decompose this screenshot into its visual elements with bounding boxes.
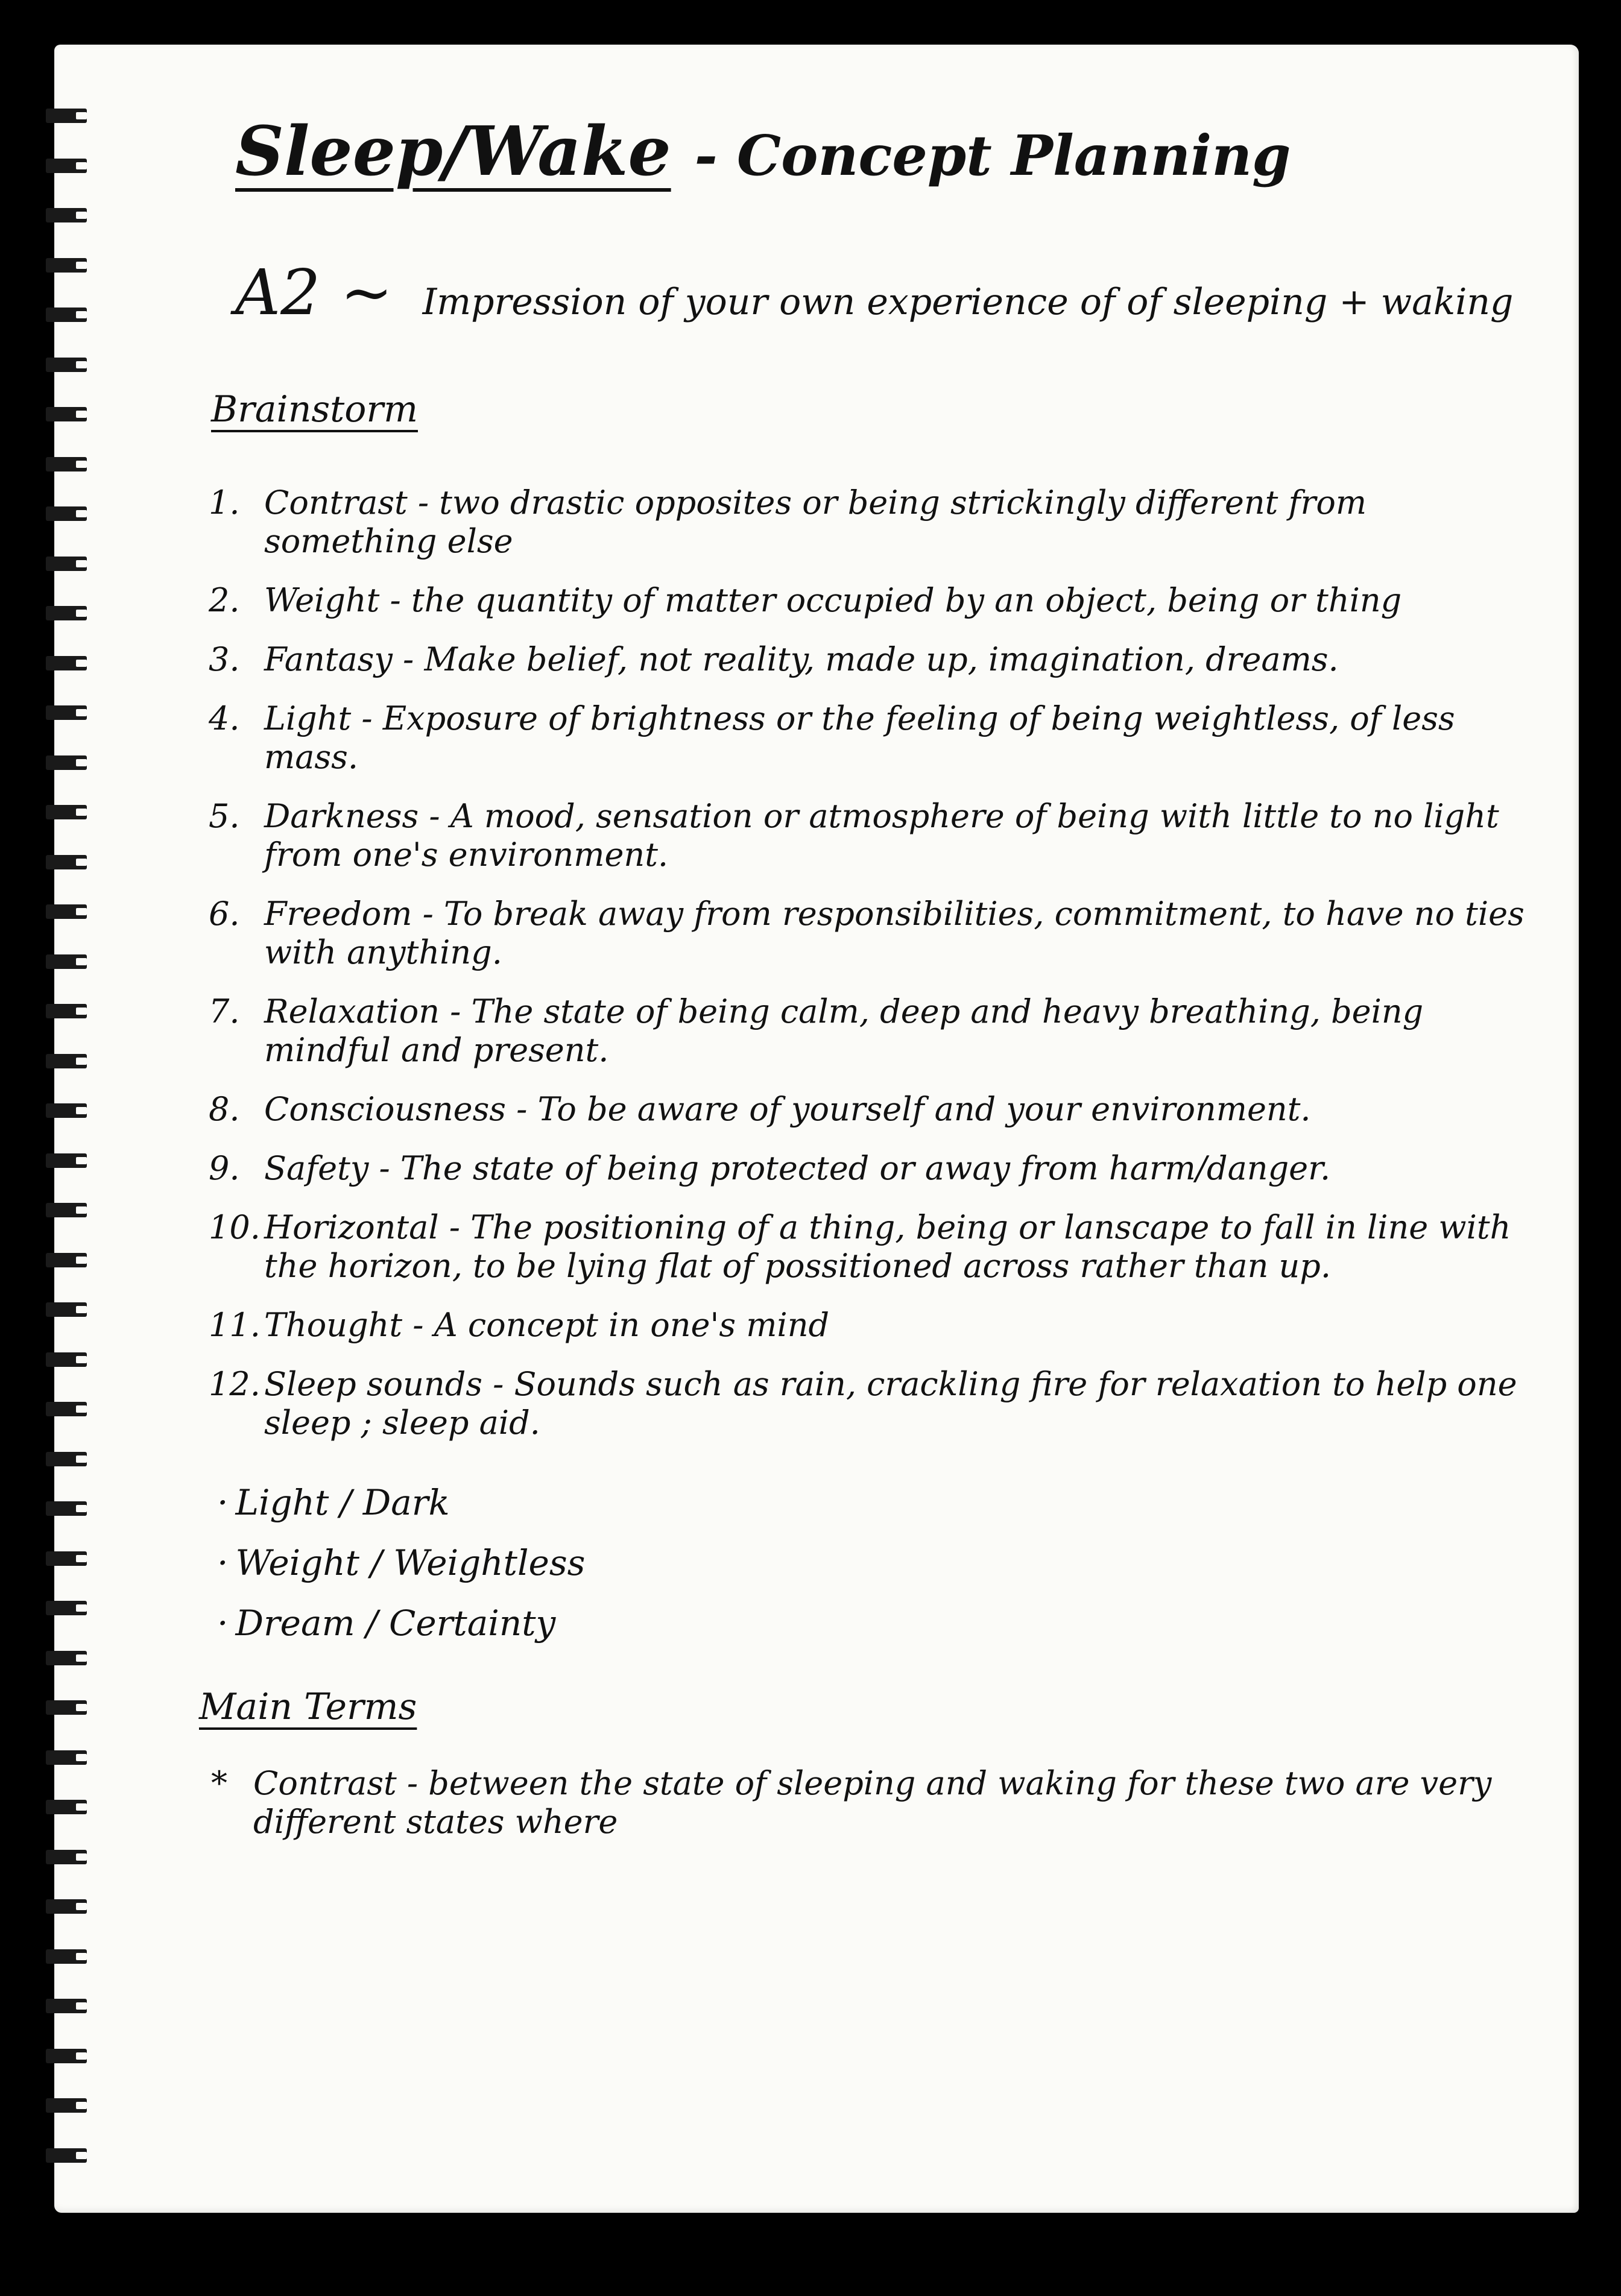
- item-text: Freedom - To break away from responsibilities, commitment, to have no ties with anything.: [264, 894, 1525, 971]
- item-text: Sleep sounds - Sounds such as rain, crackling fire for relaxation to help one sleep ; sleep aid.: [264, 1364, 1517, 1442]
- page-content: [199, 112, 1538, 1841]
- binding-ring: [46, 1501, 87, 1516]
- brainstorm-heading: Brainstorm: [211, 388, 418, 430]
- item-number: 4.: [209, 699, 240, 737]
- binding-ring: [46, 904, 87, 919]
- list-item: [209, 640, 1538, 679]
- assignment-code: A2 ~: [235, 256, 393, 330]
- item-text: Weight - the quantity of matter occupied by an object, being or thing: [264, 581, 1402, 619]
- list-item: [209, 484, 1538, 561]
- spiral-binding: [46, 109, 94, 2207]
- binding-ring: [46, 407, 87, 421]
- binding-ring: [46, 358, 87, 372]
- list-item: [209, 1306, 1538, 1345]
- item-text: Relaxation - The state of being calm, deep and heavy breathing, being mindful and present.: [264, 992, 1424, 1069]
- binding-ring: [46, 755, 87, 770]
- binding-ring: [46, 557, 87, 571]
- item-number: 9.: [209, 1149, 240, 1187]
- binding-ring: [46, 258, 87, 273]
- page-title: [235, 112, 1538, 191]
- binding-ring: [46, 1551, 87, 1566]
- binding-ring: [46, 705, 87, 720]
- binding-ring: [46, 457, 87, 472]
- binding-ring: [46, 1352, 87, 1367]
- list-item: [209, 1090, 1538, 1129]
- binding-ring: [46, 1203, 87, 1217]
- binding-ring: [46, 308, 87, 322]
- binding-ring: [46, 1700, 87, 1715]
- list-item: · Light / Dark: [217, 1472, 1538, 1533]
- binding-ring: [46, 855, 87, 869]
- title-rest: - Concept Planning: [694, 123, 1291, 188]
- binding-ring: [46, 1949, 87, 1964]
- binding-ring: [46, 2148, 87, 2163]
- brainstorm-list: [209, 484, 1538, 1442]
- binding-ring: [46, 1302, 87, 1317]
- binding-ring: [46, 1253, 87, 1267]
- binding-ring: [46, 1800, 87, 1814]
- main-terms-list: [211, 1764, 1538, 1841]
- item-text: Fantasy - Make belief, not reality, made up, imagination, dreams.: [264, 640, 1339, 678]
- binding-ring: [46, 606, 87, 620]
- item-text: Light - Exposure of brightness or the feeling of being weightless, of less mass.: [264, 699, 1455, 776]
- item-text: Darkness - A mood, sensation or atmosphere of being with little to no light from one's environment.: [264, 796, 1499, 874]
- list-item: · Dream / Certainty: [217, 1593, 1538, 1653]
- binding-ring: [46, 159, 87, 173]
- binding-ring: [46, 1899, 87, 1914]
- binding-ring: [46, 1999, 87, 2013]
- binding-ring: [46, 208, 87, 222]
- binding-ring: [46, 1103, 87, 1118]
- title-main: Sleep/Wake: [235, 112, 671, 191]
- binding-ring: [46, 1850, 87, 1864]
- binding-ring: [46, 1750, 87, 1765]
- binding-ring: [46, 1054, 87, 1068]
- binding-ring: [46, 1651, 87, 1665]
- item-text: Safety - The state of being protected or away from harm/danger.: [264, 1149, 1331, 1187]
- binding-ring: [46, 109, 87, 123]
- item-text: Consciousness - To be aware of yourself and your environment.: [264, 1090, 1311, 1128]
- binding-ring: [46, 805, 87, 819]
- item-number: 2.: [209, 581, 240, 619]
- list-item: [209, 797, 1538, 874]
- list-item: [209, 895, 1538, 972]
- binding-ring: [46, 1153, 87, 1168]
- binding-ring: [46, 656, 87, 670]
- contrast-pairs-list: [217, 1472, 1538, 1653]
- list-item: [209, 992, 1538, 1070]
- binding-ring: [46, 954, 87, 969]
- item-number: 11.: [209, 1305, 261, 1344]
- list-item: [209, 1365, 1538, 1442]
- binding-ring: [46, 506, 87, 521]
- item-number: 10.: [209, 1208, 261, 1246]
- binding-ring: [46, 1004, 87, 1018]
- item-number: 12.: [209, 1364, 261, 1403]
- list-item: [209, 581, 1538, 620]
- item-text: Contrast - two drastic opposites or being strickingly different from something else: [264, 483, 1367, 560]
- binding-ring: [46, 2049, 87, 2063]
- item-number: 5.: [209, 796, 240, 835]
- list-item: · Weight / Weightless: [217, 1533, 1538, 1593]
- list-item: [209, 1149, 1538, 1188]
- list-item: [209, 699, 1538, 777]
- item-number: 3.: [209, 640, 240, 678]
- binding-ring: [46, 1452, 87, 1466]
- item-text: Thought - A concept in one's mind: [264, 1305, 830, 1344]
- item-number: 8.: [209, 1090, 240, 1128]
- assignment-line: [235, 255, 1538, 330]
- item-number: 7.: [209, 992, 240, 1030]
- binding-ring: [46, 2098, 87, 2113]
- assignment-text: Impression of your own experience of of sleeping + waking: [422, 281, 1514, 324]
- item-number: 6.: [209, 894, 240, 933]
- binding-ring: [46, 1402, 87, 1416]
- main-terms-heading: Main Terms: [199, 1685, 417, 1728]
- item-text: Horizontal - The positioning of a thing, being or lanscape to fall in line with the horizon, to be lying flat of possitioned across rather than up.: [264, 1208, 1511, 1285]
- item-number: 1.: [209, 483, 240, 522]
- list-item: * Contrast - between the state of sleeping and waking for these two are very different states where: [211, 1764, 1538, 1841]
- list-item: [209, 1208, 1538, 1285]
- binding-ring: [46, 1601, 87, 1615]
